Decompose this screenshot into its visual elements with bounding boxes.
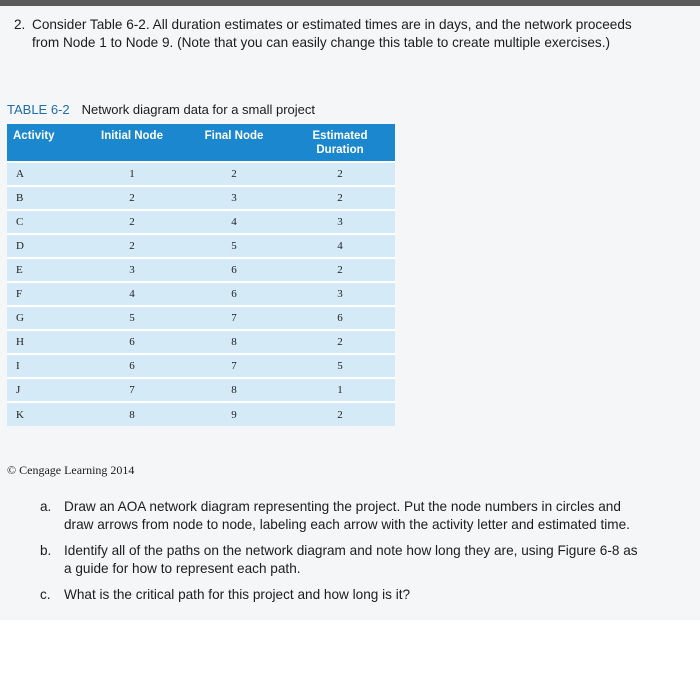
cell-final-node: 7	[183, 354, 285, 378]
cell-initial-node: 6	[81, 330, 183, 354]
cell-duration: 3	[285, 210, 395, 234]
question-intro	[14, 16, 654, 52]
cell-activity: J	[7, 378, 81, 402]
task-text: What is the critical path for this project and how long is it?	[64, 587, 411, 602]
cell-initial-node: 2	[81, 234, 183, 258]
cell-duration: 4	[285, 234, 395, 258]
table-row	[7, 330, 395, 354]
cell-final-node: 7	[183, 306, 285, 330]
table-caption	[7, 102, 315, 117]
header-estimated-duration	[285, 124, 395, 162]
question-number: 2.	[14, 17, 26, 32]
cell-duration: 6	[285, 306, 395, 330]
table-label: TABLE 6-2	[7, 102, 70, 117]
cell-initial-node: 6	[81, 354, 183, 378]
cell-duration: 1	[285, 378, 395, 402]
cell-initial-node: 8	[81, 402, 183, 426]
header-estimated: Estimated	[312, 130, 368, 142]
table-row	[7, 282, 395, 306]
cell-activity: E	[7, 258, 81, 282]
table-row	[7, 162, 395, 186]
table-row	[7, 354, 395, 378]
cell-duration: 2	[285, 402, 395, 426]
task-text: Identify all of the paths on the network diagram and note how long they are, using Figure 6-8 as a guide for how to represent each path.	[64, 543, 638, 576]
cell-initial-node: 1	[81, 162, 183, 186]
cell-final-node: 6	[183, 258, 285, 282]
cell-duration: 5	[285, 354, 395, 378]
table-row	[7, 378, 395, 402]
header-initial-node: Initial Node	[81, 124, 183, 162]
table-title: Network diagram data for a small project	[81, 102, 315, 117]
list-item	[40, 542, 640, 578]
cell-duration: 2	[285, 162, 395, 186]
cell-final-node: 8	[183, 378, 285, 402]
cell-final-node: 5	[183, 234, 285, 258]
table-row	[7, 402, 395, 426]
copyright-notice: © Cengage Learning 2014	[7, 463, 135, 477]
cell-duration: 2	[285, 186, 395, 210]
cell-final-node: 2	[183, 162, 285, 186]
header-duration: Duration	[316, 144, 364, 156]
list-item	[40, 586, 640, 604]
cell-activity: A	[7, 162, 81, 186]
table-row	[7, 186, 395, 210]
cell-final-node: 8	[183, 330, 285, 354]
cell-final-node: 4	[183, 210, 285, 234]
header-final-node: Final Node	[183, 124, 285, 162]
table-row	[7, 306, 395, 330]
cell-initial-node: 2	[81, 210, 183, 234]
task-letter: b.	[40, 543, 52, 558]
cell-activity: B	[7, 186, 81, 210]
cell-final-node: 9	[183, 402, 285, 426]
task-text: Draw an AOA network diagram representing the project. Put the node numbers in circles and draw arrows from node to node, labeling each arrow with the activity letter and estimated time.	[64, 499, 630, 532]
cell-activity: G	[7, 306, 81, 330]
cell-activity: C	[7, 210, 81, 234]
task-letter: a.	[40, 499, 52, 514]
question-text: Consider Table 6-2. All duration estimates or estimated times are in days, and the network proceeds from Node 1 to Node 9. (Note that you can easily change this table to create multiple exercises.)	[32, 17, 632, 50]
table-header-row	[7, 124, 395, 162]
cell-duration: 2	[285, 258, 395, 282]
network-table	[7, 124, 395, 426]
table-row	[7, 234, 395, 258]
task-list	[40, 498, 640, 612]
cell-final-node: 3	[183, 186, 285, 210]
table-row	[7, 210, 395, 234]
question-panel	[0, 6, 700, 620]
cell-activity: H	[7, 330, 81, 354]
table-row	[7, 258, 395, 282]
cell-final-node: 6	[183, 282, 285, 306]
cell-duration: 2	[285, 330, 395, 354]
cell-activity: D	[7, 234, 81, 258]
cell-activity: I	[7, 354, 81, 378]
task-letter: c.	[40, 587, 51, 602]
list-item	[40, 498, 640, 534]
cell-initial-node: 2	[81, 186, 183, 210]
cell-initial-node: 4	[81, 282, 183, 306]
cell-initial-node: 7	[81, 378, 183, 402]
cell-duration: 3	[285, 282, 395, 306]
cell-initial-node: 3	[81, 258, 183, 282]
cell-initial-node: 5	[81, 306, 183, 330]
cell-activity: K	[7, 402, 81, 426]
cell-activity: F	[7, 282, 81, 306]
header-activity: Activity	[7, 124, 81, 162]
